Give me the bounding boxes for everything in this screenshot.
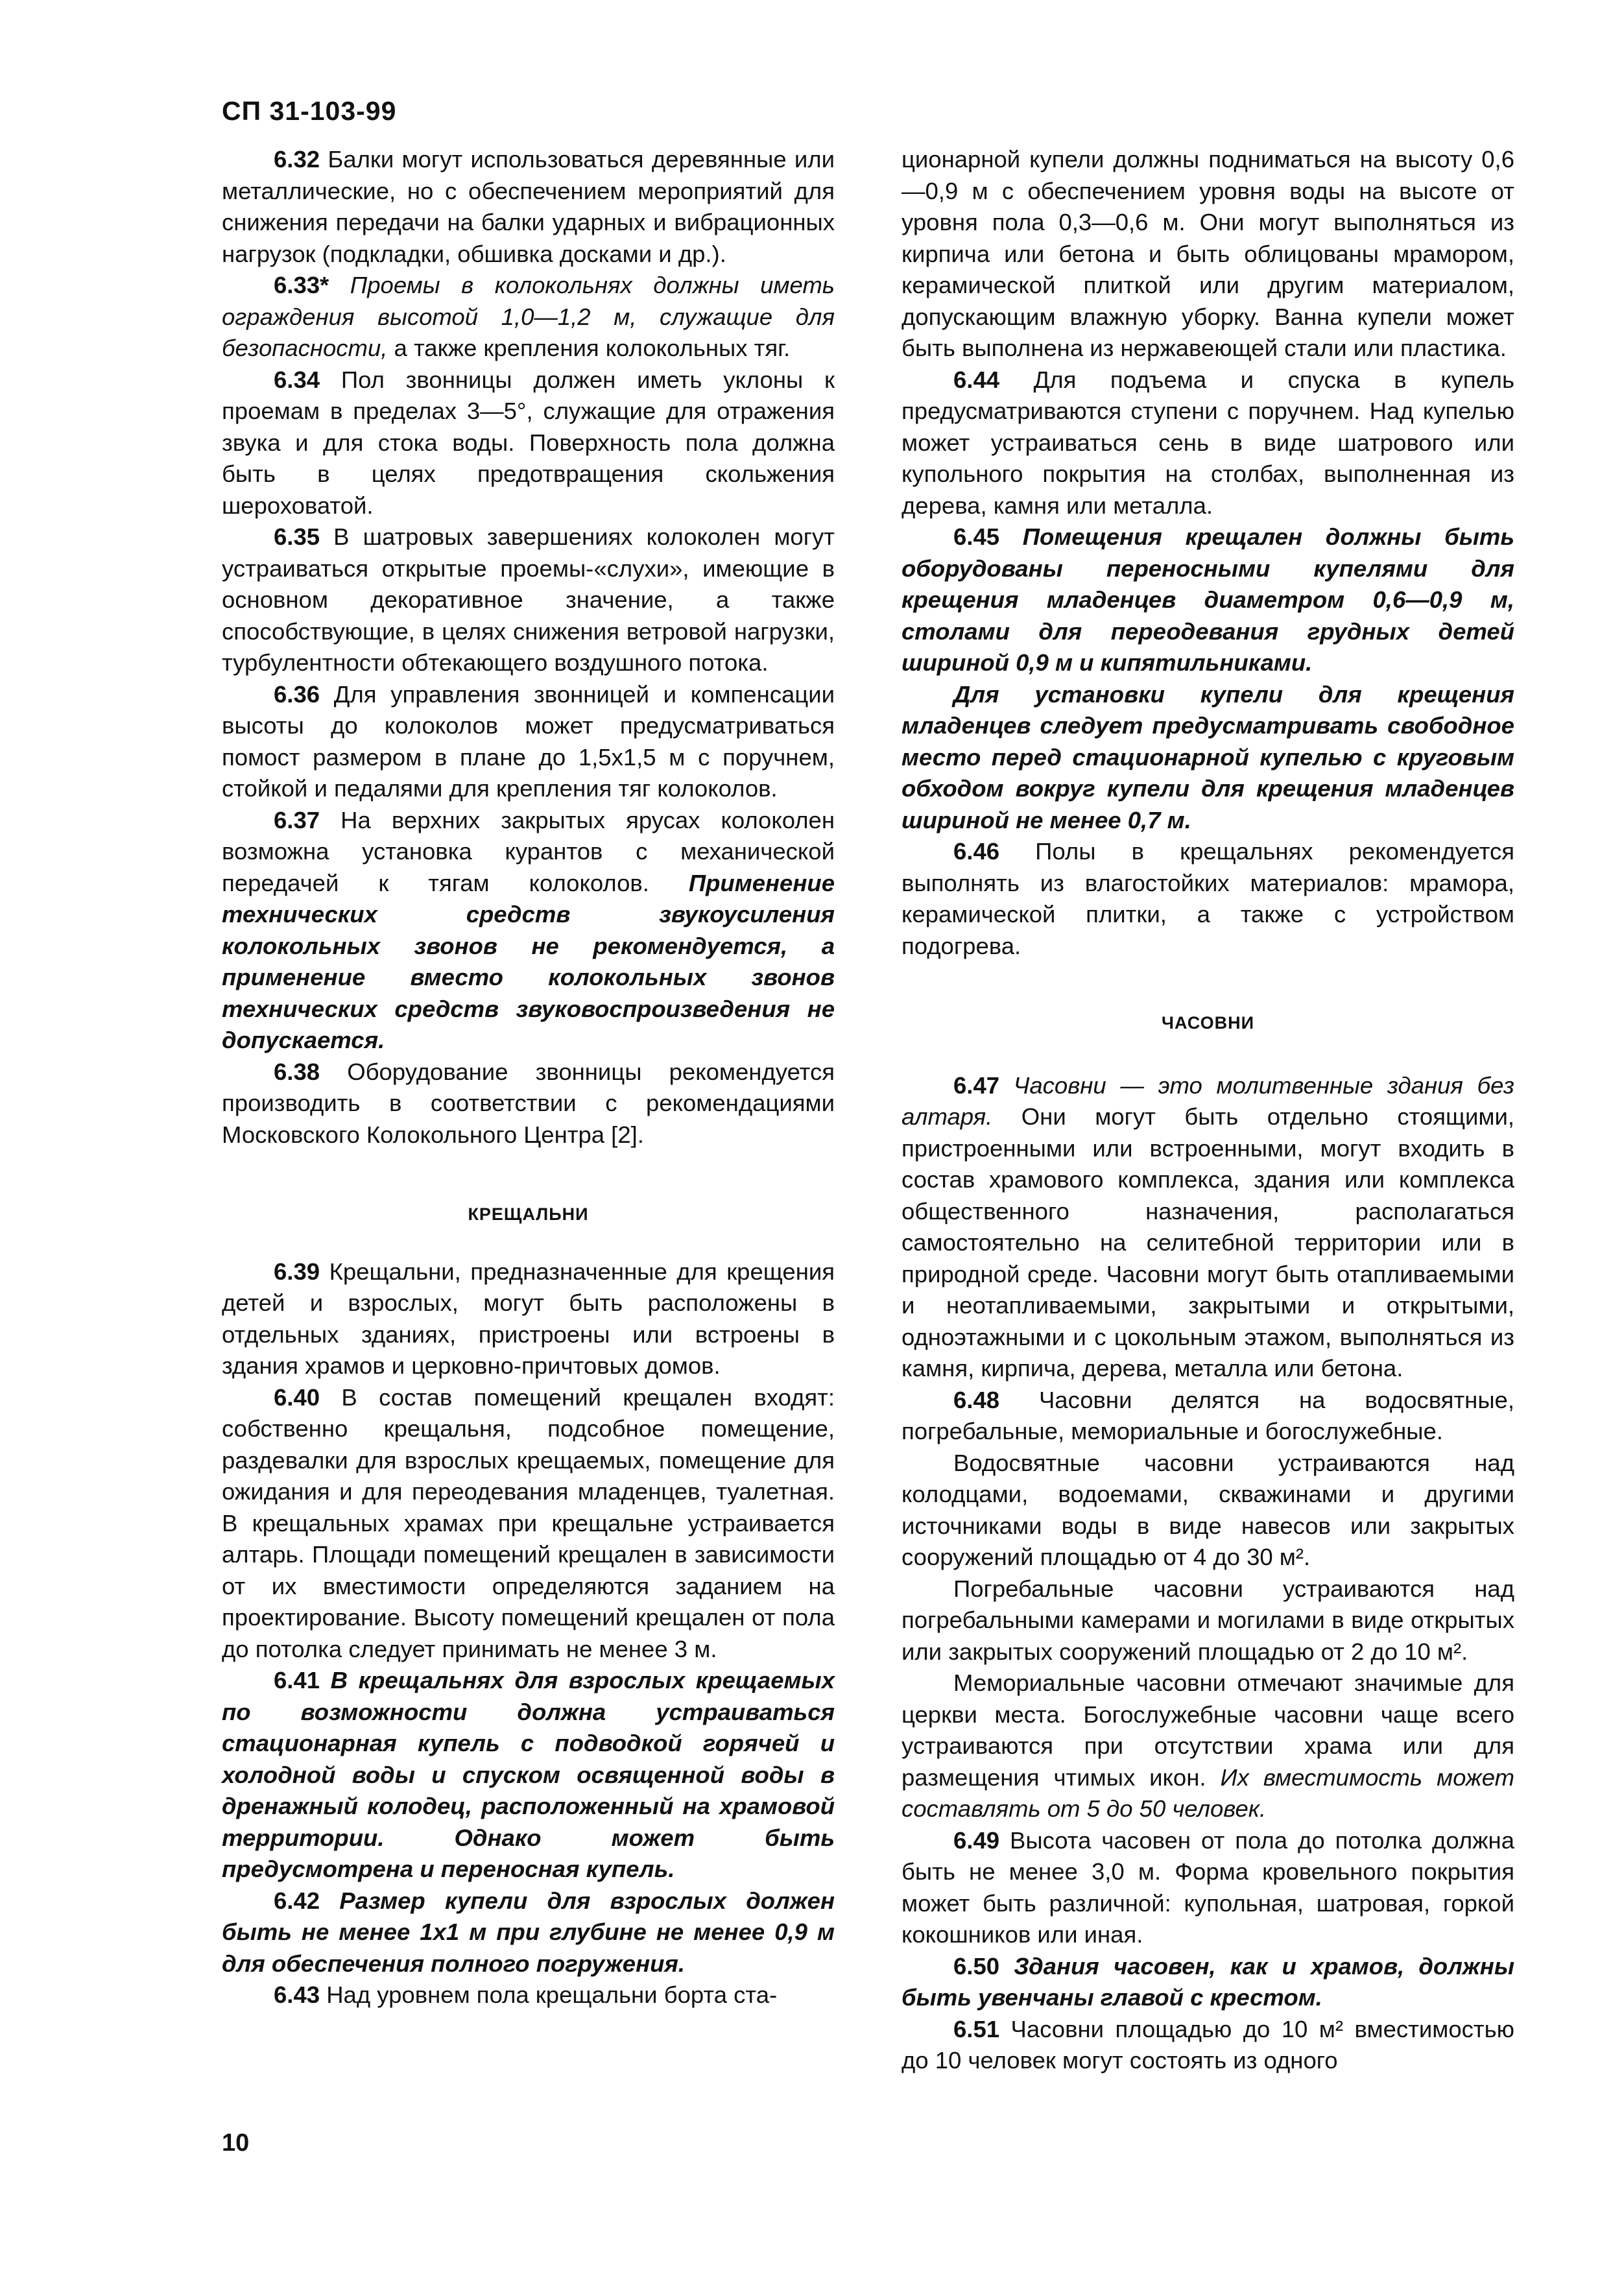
clause-number: 6.47: [953, 1071, 1000, 1099]
paragraph-text: Часовни площадью до 10 м² вместимостью до 10 человек могут состоять из одного: [902, 2015, 1514, 2074]
paragraph-6-38: [222, 1057, 835, 1151]
paragraph-text: Крещальни, предназначенные для крещения детей и взрослых, могут быть расположены в отдельных зданиях, пристроены или встроены в здания храмов и церковно-причтовых домов.: [222, 1258, 835, 1379]
clause-number: 6.33*: [274, 272, 329, 298]
paragraph-memorialnye: [902, 1668, 1514, 1825]
paragraph-italic-text: Проемы в колокольнях должны иметь ограждения высотой 1,0—1,2 м, служащие для безопасности,: [222, 272, 835, 361]
paragraph-bold-text: Помещения крещален должны быть оборудованы переносными купелями для крещения младенцев диаметром 0,6—0,9 м, столами для переодевания грудных детей шириной 0,9 м и кипятильниками.: [902, 523, 1514, 676]
paragraph-6-32: [222, 144, 835, 270]
section-heading-chasovni: ЧАСОВНИ: [1161, 1013, 1255, 1033]
paragraph-text: а также крепления колокольных тяг.: [387, 335, 791, 361]
paragraph-text: На верхних закрытых ярусах колоколен возможна установка курантов с механической передачей к тягам колоколов.: [222, 806, 835, 896]
paragraph-6-45-second: [902, 679, 1514, 837]
paragraph-6-33: [222, 270, 835, 365]
paragraph-text: Они могут быть отдельно стоящими, пристроенными или встроенными, могут входить в состав храмового комплекса, здания или комплекса общественного назначения, располагаться самостоятельно на селитебной территории или в природной среде. Часовни могут быть отапливаемыми и неотапливаемыми, закрытыми и открытыми, одноэтажными и с цокольным этажом, выполняться из камня, кирпича, дерева, металла или бетона.: [902, 1103, 1514, 1382]
clause-number: 6.45: [953, 523, 1000, 550]
paragraph-6-42: [222, 1885, 835, 1980]
document-code: СП 31-103-99: [222, 96, 397, 126]
left-column: [222, 144, 835, 2011]
paragraph-6-36: [222, 679, 835, 805]
paragraph-6-46: [902, 836, 1514, 962]
clause-number: 6.46: [953, 838, 1000, 865]
paragraph-6-37: [222, 805, 835, 1057]
clause-number: 6.39: [274, 1258, 320, 1285]
paragraph-6-45: [902, 521, 1514, 679]
clause-number: 6.42: [274, 1887, 320, 1914]
paragraph-text: Мемориальные часовни отмечают значимые для церкви места. Богослужебные часовни чаще всего устраиваются при отсутствии храма или для размещения чтимых икон.: [902, 1669, 1514, 1791]
paragraph-6-50: [902, 1951, 1514, 2014]
paragraph-text: В состав помещений крещален входят: собственно крещальня, подсобное помещение, раздевалки для взрослых крещаемых, помещение для ожидания и для переодевания младенцев, туалетная. В крещальных храмах при крещальне устраивается алтарь. Площади помещений крещален в зависимости от их вместимости определяются заданием на проектирование. Высоту помещений крещален от пола до потолка следует принимать не менее 3 м.: [222, 1383, 835, 1662]
section-heading-kreschalni: КРЕЩАЛЬНИ: [468, 1204, 589, 1224]
paragraph-6-39: [222, 1256, 835, 1382]
paragraph-bold-text: В крещальнях для взрослых крещаемых по возможности должна устраиваться стационарная купель с подводкой горячей и холодной воды и спуском освященной воды в дренажный колодец, расположенный на храмовой территории. Однако может быть предусмотрена и переносная купель.: [222, 1667, 835, 1882]
paragraph-text: Водосвятные часовни устраиваются над колодцами, водоемами, скважинами и другими источниками воды в виде навесов или закрытых сооружений площадью от 4 до 30 м².: [902, 1449, 1514, 1570]
clause-number: 6.43: [274, 1981, 320, 2008]
paragraph-pogrebalnye: [902, 1573, 1514, 1668]
paragraph-text: Пол звонницы должен иметь уклоны к проемам в пределах 3—5°, служащие для отражения звука и для стока воды. Поверхность пола должна быть в целях предотвращения скольжения шероховатой.: [222, 366, 835, 519]
paragraph-6-48: [902, 1385, 1514, 1448]
paragraph-bold-text: Для установки купели для крещения младенцев следует предусматривать свободное место перед стационарной купелью с круговым обходом вокруг купели для крещения младенцев шириной не менее 0,7 м.: [902, 680, 1514, 833]
clause-number: 6.51: [953, 2015, 1000, 2042]
paragraph-text: Полы в крещальнях рекомендуется выполнять из влагостойких материалов: мрамора, керамической плитки, а также с устройством подогрева.: [902, 838, 1514, 959]
paragraph-text: Над уровнем пола крещальни борта ста-: [320, 1981, 778, 2008]
clause-number: 6.49: [953, 1826, 1000, 1854]
paragraph-text: Для управления звонницей и компенсации высоты до колоколов может предусматриваться помост размером в плане до 1,5х1,5 м с поручнем, стойкой и педалями для крепления тяг колоколов.: [222, 680, 835, 802]
clause-number: 6.36: [274, 680, 320, 708]
paragraph-6-47: [902, 1070, 1514, 1385]
paragraph-6-40: [222, 1382, 835, 1666]
right-column: [902, 144, 1514, 2077]
paragraph-vodosvyatnye: [902, 1448, 1514, 1573]
paragraph-6-49: [902, 1825, 1514, 1951]
clause-number: 6.38: [274, 1058, 320, 1085]
paragraph-text: Оборудование звонницы рекомендуется производить в соответствии с рекомендациями Московского Колокольного Центра [2].: [222, 1058, 835, 1148]
clause-number: 6.37: [274, 806, 320, 833]
paragraph-bold-text: Применение технических средств звукоусиления колокольных звонов не рекомендуется, а применение вместо колокольных звонов технических средств звуковоспроизведения не допускается.: [222, 869, 835, 1053]
paragraph-bold-text: Размер купели для взрослых должен быть не менее 1х1 м при глубине не менее 0,9 м для обеспечения полного погружения.: [222, 1887, 835, 1977]
paragraph-text: ционарной купели должны подниматься на высоту 0,6—0,9 м с обеспечением уровня воды на высоте от уровня пола 0,3—0,6 м. Они могут выполняться из кирпича или бетона и быть облицованы мрамором, керамической плиткой или другим материалом, допускающим влажную уборку. Ванна купели может быть выполнена из нержавеющей стали или пластика.: [902, 146, 1514, 361]
paragraph-6-41: [222, 1665, 835, 1885]
clause-number: 6.48: [953, 1386, 1000, 1413]
paragraph-text: Часовни делятся на водосвятные, погребальные, мемориальные и богослужебные.: [902, 1386, 1514, 1444]
paragraph-6-43-continued: [902, 144, 1514, 365]
paragraph-text: В шатровых завершениях колоколен могут устраиваться открытые проемы-«слухи», имеющие в основном декоративное значение, а также способствующие, в целях снижения ветровой нагрузки, турбулентности обтекающего воздушного потока.: [222, 523, 835, 676]
paragraph-6-44: [902, 365, 1514, 522]
paragraph-italic-text: Их вместимость может составлять от 5 до 50 человек.: [902, 1764, 1514, 1822]
paragraph-text: Балки могут использоваться деревянные или металлические, но с обеспечением мероприятий для снижения передачи на балки ударных и вибрационных нагрузок (подкладки, обшивка досками и др.).: [222, 146, 835, 267]
clause-number: 6.32: [274, 146, 320, 173]
clause-number: 6.41: [274, 1667, 320, 1693]
clause-number: 6.34: [274, 366, 320, 393]
clause-number: 6.44: [953, 366, 1000, 393]
clause-number: 6.50: [953, 1952, 1000, 1980]
paragraph-6-43: [222, 1980, 835, 2011]
clause-number: 6.35: [274, 523, 320, 550]
paragraph-6-34: [222, 365, 835, 522]
paragraph-text: Для подъема и спуска в купель предусматриваются ступени с поручнем. Над купелью может устраиваться сень в виде шатрового или купольного покрытия на столбах, выполненная из дерева, камня или металла.: [902, 366, 1514, 519]
paragraph-text: Высота часовен от пола до потолка должна быть не менее 3,0 м. Форма кровельного покрытия может быть различной: купольная, шатровая, горкой кокошников или иная.: [902, 1826, 1514, 1948]
clause-number: 6.40: [274, 1383, 320, 1411]
paragraph-6-51: [902, 2014, 1514, 2077]
paragraph-bold-text: Здания часовен, как и храмов, должны быть увенчаны главой с крестом.: [902, 1952, 1514, 2011]
paragraph-text: Погребальные часовни устраиваются над погребальными камерами и могилами в виде открытых или закрытых сооружений площадью от 2 до 10 м².: [902, 1575, 1514, 1665]
paragraph-italic-text: Часовни — это молитвенные здания без алтаря.: [902, 1071, 1514, 1130]
page-number: 10: [222, 2129, 250, 2157]
paragraph-6-35: [222, 521, 835, 679]
